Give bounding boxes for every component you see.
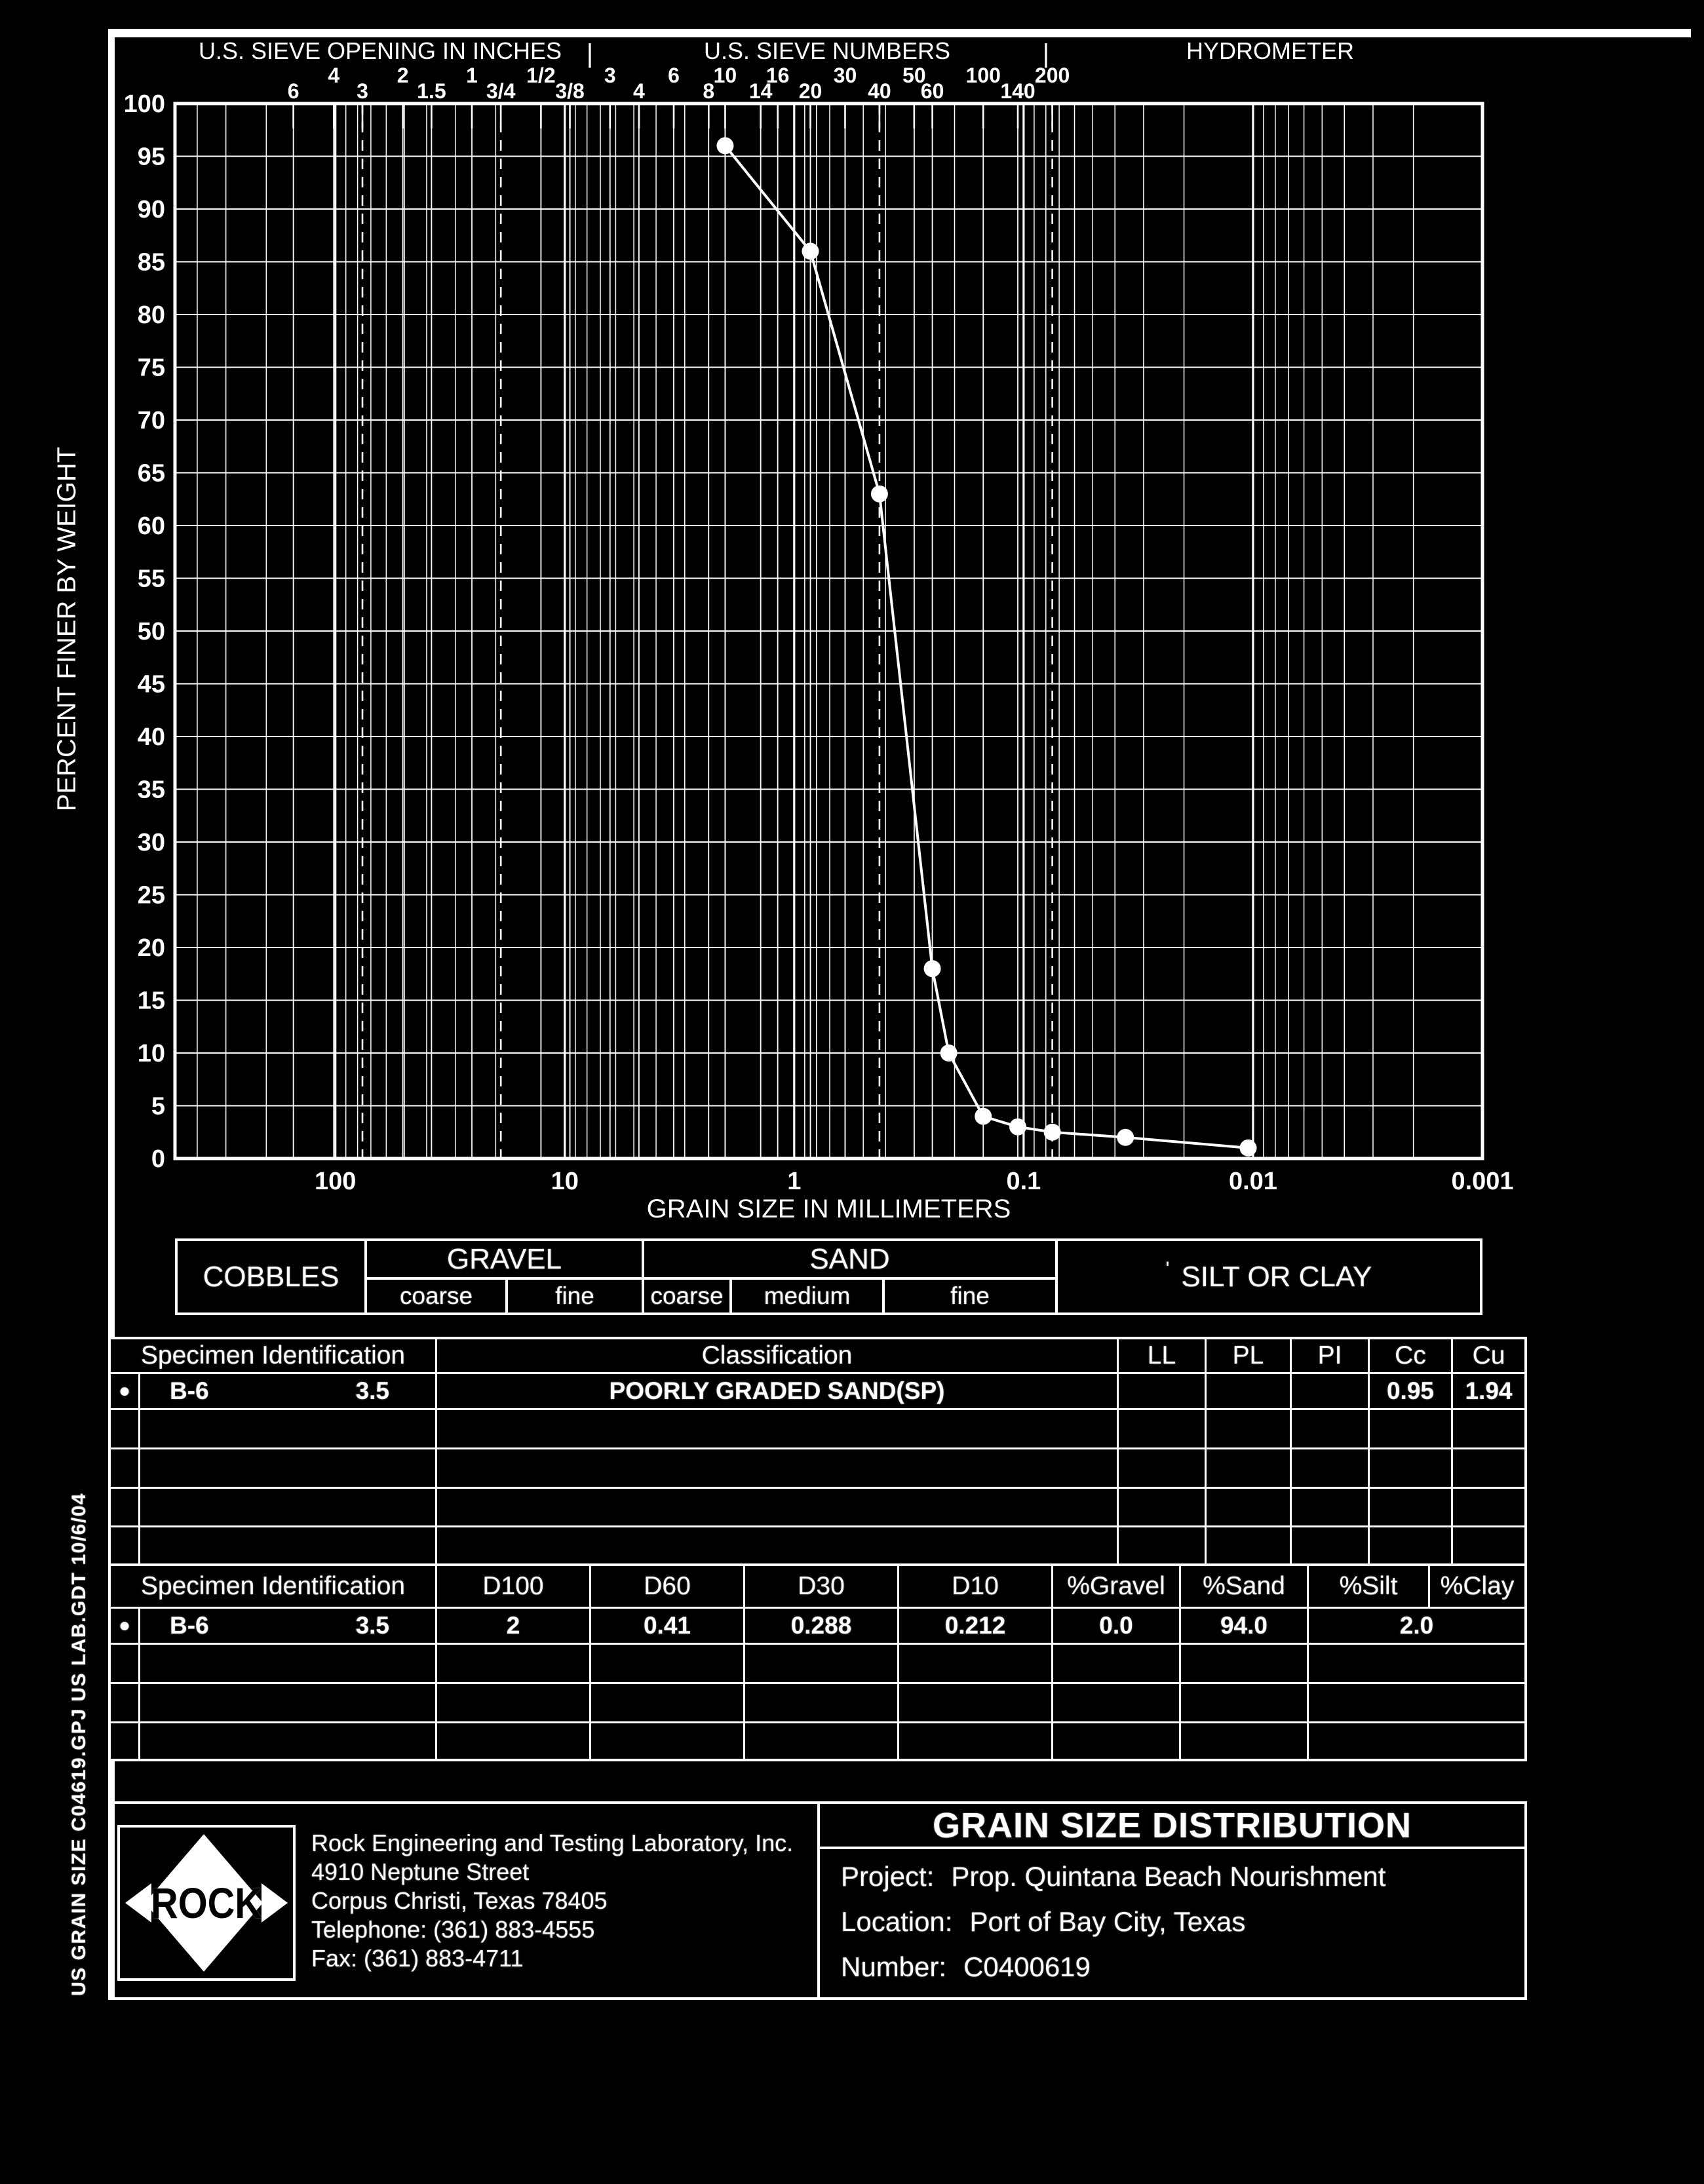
sieve-label-50: 50	[902, 64, 926, 87]
empty-cell	[138, 1487, 435, 1525]
empty-cell	[743, 1643, 897, 1682]
pl-value	[1205, 1372, 1290, 1408]
col-header-d30: D30	[743, 1566, 897, 1607]
band-silt-label: SILT OR CLAY	[1181, 1260, 1372, 1293]
y-tick-30: 30	[137, 829, 165, 856]
y-tick-90: 90	[137, 196, 165, 223]
lab-info-pane	[111, 1804, 817, 1997]
logo-text: ROCK	[151, 1879, 263, 1927]
empty-cell	[1368, 1487, 1451, 1525]
empty-cell	[1051, 1682, 1179, 1721]
empty-cell	[138, 1408, 435, 1447]
col-header-pct-silt: %Silt	[1307, 1566, 1428, 1607]
band-gravel-group	[364, 1241, 642, 1312]
sieve-label-6: 6	[287, 79, 300, 103]
data-point	[1117, 1129, 1134, 1146]
col-header-pi: PI	[1290, 1339, 1368, 1372]
empty-cell	[138, 1643, 435, 1682]
y-tick-25: 25	[137, 881, 165, 910]
empty-cell	[897, 1643, 1051, 1682]
col-header-cc: Cc	[1368, 1339, 1451, 1372]
data-point	[716, 137, 733, 154]
report-info-pane	[817, 1804, 1524, 1997]
report-title: GRAIN SIZE DISTRIBUTION	[820, 1804, 1524, 1849]
lab-company: Rock Engineering and Testing Laboratory, Inc.	[311, 1829, 794, 1856]
empty-cell	[1368, 1525, 1451, 1564]
sieve-label-40: 40	[868, 79, 891, 103]
lab-phone: Telephone: (361) 883-4555	[311, 1915, 595, 1943]
empty-cell	[1290, 1487, 1368, 1525]
specimen-id-cell	[138, 1372, 435, 1408]
empty-cell	[1051, 1721, 1179, 1759]
empty-cell	[1290, 1408, 1368, 1447]
x-tick-1: 1	[787, 1168, 802, 1195]
empty-cell	[138, 1721, 435, 1759]
empty-cell	[1307, 1721, 1524, 1759]
empty-cell	[589, 1721, 743, 1759]
sieve-label-1/2: 1/2	[526, 64, 556, 87]
empty-cell	[1307, 1682, 1524, 1721]
number-value: C0400619	[963, 1951, 1091, 1982]
y-tick-20: 20	[137, 934, 165, 962]
y-tick-45: 45	[137, 670, 165, 699]
band-cobbles-label: COBBLES	[203, 1260, 339, 1293]
band-gravel-label: GRAVEL	[446, 1242, 562, 1275]
empty-cell	[743, 1721, 897, 1759]
data-point	[1009, 1119, 1026, 1136]
empty-cell	[138, 1682, 435, 1721]
empty-cell	[138, 1525, 435, 1564]
empty-cell	[1451, 1525, 1524, 1564]
sieve-label-60: 60	[920, 79, 944, 103]
classification-value: POORLY GRADED SAND(SP)	[435, 1372, 1117, 1408]
number-label: Number:	[841, 1951, 947, 1982]
empty-cell	[111, 1525, 138, 1564]
empty-cell	[1451, 1447, 1524, 1487]
empty-cell	[1290, 1447, 1368, 1487]
gradation-curve	[725, 145, 1248, 1148]
empty-cell	[1117, 1525, 1205, 1564]
x-axis-title: GRAIN SIZE IN MILLIMETERS	[646, 1195, 1011, 1223]
lab-address-block	[311, 1804, 793, 1997]
empty-cell	[1051, 1643, 1179, 1682]
empty-cell	[897, 1682, 1051, 1721]
logo-left-arrow-icon	[125, 1883, 151, 1923]
empty-cell	[1117, 1487, 1205, 1525]
cu-value: 1.94	[1451, 1372, 1524, 1408]
x-tick-100: 100	[314, 1168, 357, 1195]
sieve-label-140: 140	[1000, 79, 1036, 103]
specimen-id: B-6	[170, 1612, 209, 1639]
empty-cell	[589, 1643, 743, 1682]
scan-artifact-tick: '	[1165, 1257, 1170, 1280]
sieve-label-1.5: 1.5	[417, 79, 446, 103]
d100-value: 2	[435, 1607, 589, 1643]
empty-cell	[138, 1447, 435, 1487]
d30-value: 0.288	[743, 1607, 897, 1643]
specimen-depth: 3.5	[355, 1612, 389, 1639]
band-sand-fine: fine	[882, 1280, 1055, 1312]
sieve-label-3/8: 3/8	[555, 79, 585, 103]
project-row	[841, 1861, 1524, 1892]
y-tick-100: 100	[123, 90, 165, 118]
band-gravel-fine: fine	[505, 1280, 642, 1312]
x-tick-0.001: 0.001	[1451, 1168, 1514, 1195]
empty-cell	[1307, 1643, 1524, 1682]
data-point	[1044, 1124, 1061, 1141]
empty-cell	[1205, 1408, 1290, 1447]
sieve-label-200: 200	[1034, 64, 1070, 87]
band-sand-label: SAND	[809, 1242, 890, 1275]
sieve-label-8: 8	[703, 79, 715, 103]
data-point	[1240, 1140, 1257, 1157]
rock-logo	[117, 1825, 296, 1981]
y-axis-title: PERCENT FINER BY WEIGHT	[52, 446, 81, 812]
empty-cell	[1451, 1487, 1524, 1525]
y-tick-65: 65	[137, 459, 165, 488]
rock-logo-graphic	[120, 1828, 293, 1978]
empty-cell	[1179, 1643, 1307, 1682]
y-tick-40: 40	[137, 723, 165, 751]
location-value: Port of Bay City, Texas	[969, 1906, 1246, 1937]
location-row	[841, 1906, 1524, 1938]
specimen-marker: ●	[111, 1607, 138, 1643]
y-tick-0: 0	[151, 1145, 165, 1173]
empty-cell	[1205, 1525, 1290, 1564]
y-tick-70: 70	[137, 407, 165, 434]
y-tick-75: 75	[137, 354, 165, 382]
empty-cell	[897, 1721, 1051, 1759]
sieve-label-6: 6	[668, 64, 680, 87]
data-point	[871, 486, 888, 503]
empty-cell	[435, 1525, 1117, 1564]
sieve-label-100: 100	[965, 64, 1001, 87]
col-header-pct-clay: %Clay	[1428, 1566, 1524, 1607]
band-cobbles	[178, 1241, 364, 1312]
y-tick-85: 85	[137, 248, 165, 277]
y-tick-15: 15	[137, 987, 165, 1015]
sieve-label-3: 3	[604, 64, 616, 87]
band-silt-or-clay	[1055, 1241, 1480, 1312]
specimen-marker: ●	[111, 1372, 138, 1408]
empty-cell	[1368, 1447, 1451, 1487]
sieve-label-20: 20	[798, 79, 823, 103]
col-header-classification: Classification	[435, 1339, 1117, 1372]
band-gravel-coarse: coarse	[399, 1282, 473, 1309]
data-point	[802, 242, 819, 259]
sieve-label-4: 4	[328, 64, 340, 87]
y-tick-35: 35	[137, 776, 165, 804]
lab-street: 4910 Neptune Street	[311, 1858, 530, 1885]
empty-cell	[111, 1643, 138, 1682]
logo-right-arrow-icon	[261, 1883, 288, 1923]
empty-cell	[111, 1408, 138, 1447]
col-header-d60: D60	[589, 1566, 743, 1607]
col-header-ll: LL	[1117, 1339, 1205, 1372]
location-label: Location:	[841, 1906, 953, 1937]
x-tick-0.1: 0.1	[1006, 1168, 1041, 1195]
lab-city: Corpus Christi, Texas 78405	[311, 1887, 608, 1914]
data-point	[924, 960, 941, 977]
sieve-label-10: 10	[713, 64, 737, 87]
project-label: Project:	[841, 1861, 935, 1892]
empty-cell	[1179, 1721, 1307, 1759]
y-tick-5: 5	[151, 1092, 165, 1121]
d10-value: 0.212	[897, 1607, 1051, 1643]
y-tick-10: 10	[137, 1040, 165, 1067]
band-sand-coarse: coarse	[650, 1282, 724, 1309]
col-header-cu: Cu	[1451, 1339, 1524, 1372]
empty-cell	[1368, 1408, 1451, 1447]
cc-value: 0.95	[1368, 1372, 1451, 1408]
col-header-specimen-identification: Specimen Identification	[140, 1341, 406, 1370]
empty-cell	[1117, 1447, 1205, 1487]
pct-silt-clay-value: 2.0	[1307, 1607, 1524, 1643]
band-sand-group	[642, 1241, 1055, 1312]
ll-value	[1117, 1372, 1205, 1408]
lab-fax: Fax: (361) 883-4711	[311, 1944, 524, 1972]
pct-gravel-value: 0.0	[1051, 1607, 1179, 1643]
x-tick-10: 10	[551, 1168, 579, 1195]
gradation-table	[108, 1563, 1527, 1761]
specimen-id-cell	[138, 1607, 435, 1643]
empty-cell	[111, 1721, 138, 1759]
data-point	[975, 1108, 992, 1125]
band-sand-medium: medium	[729, 1280, 882, 1312]
sieve-label-3: 3	[357, 79, 368, 103]
empty-cell	[111, 1487, 138, 1525]
empty-cell	[435, 1408, 1117, 1447]
empty-cell	[435, 1447, 1117, 1487]
col-header-d100: D100	[435, 1566, 589, 1607]
empty-cell	[435, 1682, 589, 1721]
project-value: Prop. Quintana Beach Nourishment	[951, 1861, 1386, 1892]
classification-table	[108, 1337, 1527, 1567]
empty-cell	[435, 1721, 589, 1759]
y-tick-55: 55	[137, 565, 165, 593]
empty-cell	[111, 1682, 138, 1721]
col-header-pct-gravel: %Gravel	[1051, 1566, 1179, 1607]
header-sieve-inches-label: U.S. SIEVE OPENING IN INCHES	[198, 37, 562, 64]
col-header-pl: PL	[1205, 1339, 1290, 1372]
sieve-label-16: 16	[765, 64, 790, 87]
col-header-specimen-identification: Specimen Identification	[140, 1572, 406, 1600]
sieve-label-4: 4	[633, 79, 645, 103]
pct-sand-value: 94.0	[1179, 1607, 1307, 1643]
header-separator: |	[1042, 39, 1050, 68]
sieve-label-3/4: 3/4	[486, 79, 516, 103]
sieve-label-30: 30	[833, 64, 857, 87]
empty-cell	[589, 1682, 743, 1721]
pi-value	[1290, 1372, 1368, 1408]
d60-value: 0.41	[589, 1607, 743, 1643]
empty-cell	[1451, 1408, 1524, 1447]
sieve-label-2: 2	[397, 64, 409, 87]
empty-cell	[1290, 1525, 1368, 1564]
y-tick-95: 95	[137, 143, 165, 171]
empty-cell	[435, 1643, 589, 1682]
header-hydrometer-label: HYDROMETER	[1186, 37, 1355, 64]
x-tick-0.01: 0.01	[1228, 1168, 1277, 1195]
sieve-label-1: 1	[466, 64, 478, 87]
empty-cell	[435, 1487, 1117, 1525]
empty-cell	[1179, 1682, 1307, 1721]
classification-band	[175, 1238, 1482, 1315]
y-tick-80: 80	[137, 301, 165, 329]
empty-cell	[1205, 1487, 1290, 1525]
col-header-d10: D10	[897, 1566, 1051, 1607]
header-separator: |	[586, 39, 594, 68]
number-row	[841, 1951, 1524, 1983]
sieve-label-14: 14	[748, 79, 773, 103]
y-tick-50: 50	[137, 618, 165, 645]
specimen-id: B-6	[170, 1377, 209, 1404]
data-point	[940, 1044, 958, 1062]
empty-cell	[743, 1682, 897, 1721]
empty-cell	[1205, 1447, 1290, 1487]
title-block	[108, 1801, 1527, 2000]
sidebar-file-stamp: US GRAIN SIZE C04619.GPJ US LAB.GDT 10/6/04	[68, 1492, 90, 1996]
empty-cell	[1117, 1408, 1205, 1447]
specimen-depth: 3.5	[355, 1377, 389, 1404]
empty-cell	[111, 1447, 138, 1487]
header-sieve-numbers-label: U.S. SIEVE NUMBERS	[703, 37, 951, 64]
y-tick-60: 60	[137, 512, 165, 540]
col-header-pct-sand: %Sand	[1179, 1566, 1307, 1607]
